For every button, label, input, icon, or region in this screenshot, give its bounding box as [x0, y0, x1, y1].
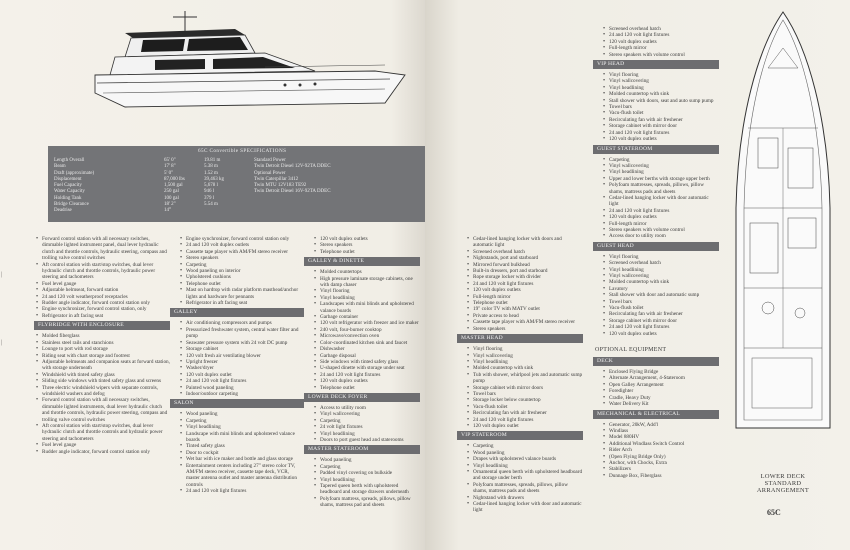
spec-value-metric: 5,678 l: [204, 183, 218, 189]
list-item: • Wet bar with ice maker and bottle and glass storage: [186, 456, 304, 462]
list-item: • Full-length mirror: [609, 45, 719, 51]
column-4: [461, 236, 583, 514]
list-item: • Wood paneling on interior: [186, 268, 304, 274]
spec-label: Water Capacity: [54, 189, 85, 195]
list-item: • Telephone outlet: [186, 281, 304, 287]
list-item: • 240 volt, four-burner cooktop: [320, 327, 420, 333]
list-item: • Carpeting: [609, 157, 719, 163]
list-item: • (Open Flying Bridge Only): [609, 454, 719, 460]
list-item: • Tinted safety glass: [186, 443, 304, 449]
list-item: • Polyfoam mattress, spreads, pillows, pillow shams, mattress pad and sheets: [320, 496, 420, 509]
list-item: • Vinyl headlining: [186, 424, 304, 430]
list-item: • Adjustable helmseat, forward station: [42, 287, 170, 293]
list-item: • 24 and 120 volt light fixtures: [609, 130, 719, 136]
list-item: • 120 volt fresh air ventilating blower: [186, 353, 304, 359]
right-page: [425, 0, 850, 550]
list-item: • Stereo speakers with volume control: [609, 52, 719, 58]
list-item: • Model 880HV: [609, 434, 719, 440]
list-item: • Vinyl wallcovering: [609, 78, 719, 84]
list-item: • Fuel level gauge: [42, 442, 170, 448]
section-header: LOWER DECK FOYER: [304, 393, 420, 402]
list-item: • 120 volt duplex outlet: [186, 372, 304, 378]
section-header: VIP STATEROOM: [457, 431, 583, 440]
section-header: GALLEY & DINETTE: [304, 257, 420, 266]
list-item: • Landscapes with mini blinds and upholstered valance boards: [320, 301, 420, 314]
feature-list: [34, 333, 170, 455]
list-item: • Molded countertop with sink: [609, 91, 719, 97]
feature-list: [178, 236, 304, 306]
list-item: • Vinyl headlining: [609, 85, 719, 91]
spec-value-imperial: 65' 0": [164, 158, 176, 163]
yacht-profile-illustration: [85, 5, 415, 130]
list-item: • Aft control station with start/stop switches, dual lever hydraulic clutch and throttle controls, hydraulic power steering and tachometers: [42, 262, 170, 281]
list-item: • 120 volt duplex outlets: [473, 287, 583, 293]
list-item: • Vinyl wallcovering: [320, 411, 420, 417]
list-item: • Carpeting: [320, 464, 420, 470]
list-item: • Access to utility room: [320, 405, 420, 411]
list-item: • 24 and 120 volt light fixtures: [609, 324, 719, 330]
spec-value-imperial: 1,500 gal: [164, 183, 183, 189]
list-item: • 120 volt duplex outlets: [609, 331, 719, 337]
list-item: • Vinyl flooring: [320, 288, 420, 294]
column-5: [595, 26, 719, 479]
list-item: • Storage cabinet: [186, 346, 304, 352]
spec-label: Length Overall: [54, 158, 85, 163]
optional-equipment-title: OPTIONAL EQUIPMENT: [595, 347, 667, 354]
list-item: • Forward control station with all necessary switches, dimmable lighted instrument panel, dual lever hydraulic clutch and throttle controls, hydraulic steering, compass and trolling valve control switches: [42, 236, 170, 262]
list-item: • Vinyl wallcovering: [609, 273, 719, 279]
list-item: • Storage cabinet with mirror door: [609, 123, 719, 129]
spec-power-row: Standard Power: [254, 158, 286, 163]
feature-list: [178, 411, 304, 494]
spec-value-metric: 39,463 kg: [204, 176, 224, 182]
list-item: • Vinyl headlining: [473, 359, 583, 365]
list-item: • High pressure laminate storage cabinets, one with damp chaser: [320, 276, 420, 289]
feature-list: [601, 26, 719, 58]
list-item: • Stereo speakers with volume control: [609, 227, 719, 233]
list-item: • Enclosed Flying Bridge: [609, 369, 719, 375]
spec-value-metric: 379 l: [204, 195, 215, 201]
list-item: • Nightstand with drawers: [473, 495, 583, 501]
list-item: • Vinyl flooring: [473, 346, 583, 352]
list-item: • Full-length mirror: [473, 294, 583, 300]
list-item: • 24 and 120 volt light fixtures: [609, 208, 719, 214]
list-item: • Open Galley Arrangement: [609, 382, 719, 388]
list-item: • Upholstered cushions: [186, 274, 304, 280]
feature-list: [601, 72, 719, 142]
list-item: • 24 and 120 volt light fixtures: [186, 488, 304, 494]
section-header: GUEST HEAD: [593, 242, 719, 251]
list-item: • Stall shower with door and automatic sump: [609, 292, 719, 298]
list-item: • Upper and lower berths with storage upper berth: [609, 176, 719, 182]
list-item: • Drapes with upholstered valance boards: [473, 456, 583, 462]
list-item: • Stereo speakers: [186, 255, 304, 261]
list-item: • 120 volt duplex outlets: [609, 136, 719, 142]
list-item: • Built-in dressers, port and starboard: [473, 268, 583, 274]
feature-list: [601, 369, 719, 407]
list-item: • Rudder angle indicator, forward control station only: [42, 300, 170, 306]
list-item: • 24 and 120 volt light fixtures: [473, 281, 583, 287]
list-item: • 24 and 120 volt light fixtures: [609, 32, 719, 38]
list-item: • Garbage container: [320, 314, 420, 320]
list-item: • Cedar-lined hanging locker with door and automatic light: [473, 501, 583, 514]
list-item: • Telephone outlet: [473, 300, 583, 306]
spec-value-imperial: 100 gal: [164, 195, 179, 201]
list-item: • Entertainment centers including 27" stereo color TV, AM/FM stereo receiver, cassette tape deck, VCR, master antenna outlet and master antenna distribution controls: [186, 463, 304, 489]
list-item: • 24 and 120 volt light fixtures: [473, 417, 583, 423]
list-item: • Rudder angle indicator, forward control station only: [42, 449, 170, 455]
list-item: • Stainless steel rails and stanchions: [42, 340, 170, 346]
list-item: • Vinyl headlining: [320, 295, 420, 301]
list-item: • Vinyl headlining: [473, 463, 583, 469]
spec-power-row: Twin Detroit Diesel 12V-92TA DDEC: [254, 164, 331, 170]
feature-list: [34, 236, 170, 319]
list-item: • Carpeting: [320, 418, 420, 424]
list-item: • Stabilizers: [609, 466, 719, 472]
spec-power-row: Optional Power: [254, 170, 286, 176]
list-item: • Molded fiberglass: [42, 333, 170, 339]
list-item: • Nightstands, port and starboard: [473, 255, 583, 261]
feature-list: [312, 236, 420, 255]
list-item: • Towel bars: [473, 391, 583, 397]
spec-value-metric: 1.52 m: [204, 170, 218, 176]
spec-left-table: [54, 158, 234, 215]
list-item: • Air conditioning compressors and pumps: [186, 320, 304, 326]
list-item: • Aft control station with start/stop switches, dual lever hydraulic clutch and throttle controls and hydraulic power steering and tachometers: [42, 423, 170, 442]
list-item: • 24 and 120 volt light fixtures: [186, 378, 304, 384]
list-item: • Additional Windlass Switch Control: [609, 441, 719, 447]
section-header: MECHANICAL & ELECTRICAL: [593, 410, 719, 419]
list-item: • Ornamental queen berth with upholstered headboard and storage under berth: [473, 469, 583, 482]
list-item: • Microwave/convection oven: [320, 333, 420, 339]
feature-list: [465, 236, 583, 332]
spec-label: Holding Tank: [54, 195, 82, 201]
list-item: • Dishwasher: [320, 346, 420, 352]
list-item: • Polyfoam mattresses, spreads, pillows, pillow shams, mattress pads and sheets: [609, 182, 719, 195]
specifications-panel: [48, 146, 425, 222]
feature-list: [601, 422, 719, 480]
list-item: • Fuel level gauge: [42, 281, 170, 287]
list-item: • Doors to port guest head and staterooms: [320, 437, 420, 443]
list-item: • Seawater pressure system with 24 volt DC pump: [186, 340, 304, 346]
page-edge-mark: |: [1, 340, 3, 346]
list-item: • Vacu-flush toilet: [609, 110, 719, 116]
list-item: • Rider Arch: [609, 447, 719, 453]
feature-list: [312, 405, 420, 443]
spec-value-imperial: 18' 2": [164, 202, 176, 208]
list-item: • Screened overhead hatch: [609, 26, 719, 32]
list-item: • Wood paneling: [320, 457, 420, 463]
section-header: MASTER HEAD: [457, 334, 583, 343]
list-item: • Storage cabinet with mirror doors: [473, 385, 583, 391]
list-item: • Landscape with mini blinds and upholstered valance boards: [186, 431, 304, 444]
list-item: • Recirculating fan with air freshener: [473, 410, 583, 416]
lower-deck-plan-drawing: [728, 8, 838, 448]
list-item: • Towel bars: [609, 104, 719, 110]
caption-line: ARRANGEMENT: [756, 487, 810, 495]
list-item: • Vinyl flooring: [609, 254, 719, 260]
list-item: • U-shaped dinette with storage under seat: [320, 365, 420, 371]
list-item: • Refrigerator in aft facing seat: [42, 313, 170, 319]
list-item: • Vacu-flush toilet: [609, 305, 719, 311]
list-item: • Color-coordinated kitchen sink and faucet: [320, 340, 420, 346]
list-item: • Towel bars: [609, 299, 719, 305]
list-item: • Engine synchronizer, forward control station, only: [42, 306, 170, 312]
list-item: • Carpeting: [473, 443, 583, 449]
spec-value-metric: 19.81 m: [204, 158, 221, 163]
list-item: • Refrigerator in aft facing seat: [186, 300, 304, 306]
specifications-title: 65C Convertible SPECIFICATIONS: [198, 148, 287, 154]
list-item: • Adjustable helmseats and companion seats at forward station, with storage underneath: [42, 359, 170, 372]
spec-value-imperial: 5' 0": [164, 170, 174, 176]
list-item: • Anchor, with Chocks, Extra: [609, 460, 719, 466]
drawing-caption: [743, 473, 823, 495]
feature-list: [465, 346, 583, 429]
spec-value-imperial: 250 gal: [164, 189, 179, 195]
spec-label: Draft (approximate): [54, 170, 95, 176]
list-item: • Storage locker below countertop: [473, 397, 583, 403]
list-item: • 120 volt duplex outlets: [609, 39, 719, 45]
list-item: • Mast on hardtop with radar platform masthead/anchor lights and hardware for pennants: [186, 287, 304, 300]
list-item: • Screened overhead hatch: [473, 249, 583, 255]
list-item: • Door to cockpit: [186, 450, 304, 456]
list-item: • Wood paneling: [473, 450, 583, 456]
list-item: • Mirrored forward bulkhead: [473, 262, 583, 268]
feature-list: [312, 457, 420, 508]
list-item: • Engine synchronizer, forward control station only: [186, 236, 304, 242]
list-item: • Three electric windshield wipers with separate controls, windshield washers and defog: [42, 385, 170, 398]
spec-label: Deadrise: [54, 208, 72, 214]
list-item: • Indoor/outdoor carpeting: [186, 391, 304, 397]
list-item: • Carpeting: [186, 418, 304, 424]
list-item: • Vinyl flooring: [609, 72, 719, 78]
column-1: [34, 236, 170, 455]
spec-value-metric: 5.38 m: [204, 164, 218, 170]
list-item: • Cassette tape player with AM/FM stereo receiver: [473, 319, 583, 325]
list-item: • Water Delivery Kit: [609, 401, 719, 407]
page-edge-mark: |: [1, 272, 3, 278]
list-item: • Pressurized freshwater system, central water filter and pump: [186, 327, 304, 340]
spec-label: Beam: [54, 164, 66, 170]
list-item: • Vinyl headlining: [609, 267, 719, 273]
column-2: [174, 236, 304, 495]
list-item: • Lounge to port with rod storage: [42, 346, 170, 352]
spec-label: Fuel Capacity: [54, 183, 82, 189]
list-item: • 19" color TV with MATV outlet: [473, 306, 583, 312]
list-item: • Vinyl wallcovering: [473, 353, 583, 359]
list-item: • Tub with shower, whirlpool jets and automatic sump pump: [473, 372, 583, 385]
list-item: • Recirculating fan with air freshener: [609, 311, 719, 317]
list-item: • Vinyl wallcovering: [609, 163, 719, 169]
spec-label: Displacement: [54, 176, 82, 182]
list-item: • Generator, 20kW, Add'l: [609, 422, 719, 428]
spec-value-imperial: 14°: [164, 208, 171, 214]
list-item: • Sliding side windows with tinted safety glass and screens: [42, 378, 170, 384]
list-item: • Painted wood paneling: [186, 385, 304, 391]
list-item: • Cedar-lined hanging locker with doors and automatic light: [473, 236, 583, 249]
list-item: • Alternate Arrangement, 4-Stateroom: [609, 375, 719, 381]
list-item: • Riding seat with chart storage and footrest: [42, 353, 170, 359]
spec-power-row: Twin MTU 12V183 TE92: [254, 183, 307, 189]
list-item: • Stall shower with doors, seat and auto sump pump: [609, 98, 719, 104]
list-item: • 24 and 120 volt weatherproof receptacles: [42, 294, 170, 300]
caption-line: STANDARD: [764, 480, 802, 488]
model-label: 65C: [767, 508, 781, 517]
spec-power-row: Twin Detroit Diesel 16V-92TA DDEC: [254, 189, 331, 195]
feature-list: [312, 269, 420, 391]
list-item: • Storage cabinet with mirror door: [609, 318, 719, 324]
list-item: • Stereo speakers: [320, 242, 420, 248]
feature-list: [601, 157, 719, 240]
list-item: • Wood paneling: [186, 411, 304, 417]
list-item: • 120 volt duplex outlets: [320, 378, 420, 384]
list-item: • Access door to utility room: [609, 233, 719, 239]
list-item: • Dunnage Box, Fiberglass: [609, 473, 719, 479]
list-item: • Forward control station with all necessary switches, dimmable lighted instruments, dual lever hydraulic clutch and throttle controls, hydraulic power steering, compass and trolling valve control switches: [42, 397, 170, 423]
section-header: DECK: [593, 357, 719, 366]
list-item: • Vinyl headlining: [320, 431, 420, 437]
spec-value-imperial: 17' 8": [164, 164, 176, 170]
section-header: VIP HEAD: [593, 60, 719, 69]
spec-power-row: Twin Caterpillar 3412: [254, 176, 299, 182]
list-item: • Lavatory: [609, 286, 719, 292]
section-header: GALLEY: [170, 308, 304, 317]
list-item: • Molded countertops: [320, 269, 420, 275]
spec-value-metric: 5.54 m: [204, 202, 218, 208]
list-item: • Vinyl headlining: [609, 169, 719, 175]
caption-line: LOWER DECK: [760, 473, 806, 480]
list-item: • 120 volt duplex outlets: [320, 236, 420, 242]
list-item: • Full-length mirror: [609, 221, 719, 227]
spec-label: Bridge Clearance: [54, 202, 89, 208]
list-item: • Side windows with tinted safety glass: [320, 359, 420, 365]
spec-right-table: [254, 158, 419, 196]
list-item: • Recirculating fan with air freshener: [609, 117, 719, 123]
list-item: • Molded countertop with sink: [609, 279, 719, 285]
list-item: • Cedar-lined hanging locker with door automatic light: [609, 195, 719, 208]
spec-value-imperial: 87,000 lbs: [164, 176, 185, 182]
list-item: • Upright freezer: [186, 359, 304, 365]
spec-row: [54, 208, 234, 214]
list-item: • Garbage disposal: [320, 353, 420, 359]
list-item: • 24 volt light fixtures: [320, 424, 420, 430]
section-header: SALON: [170, 399, 304, 408]
column-3: [308, 236, 420, 509]
list-item: • 120 volt duplex outlet: [473, 423, 583, 429]
list-item: • Molded countertop with sink: [473, 365, 583, 371]
list-item: • 120 volt refrigerator with freezer and ice maker: [320, 320, 420, 326]
list-item: • Stereo speakers: [473, 326, 583, 332]
section-header: GUEST STATEROOM: [593, 145, 719, 154]
feature-list: [465, 443, 583, 513]
list-item: • Foredighter: [609, 388, 719, 394]
list-item: • Vinyl headlining: [320, 477, 420, 483]
list-item: • Screened overhead hatch: [609, 260, 719, 266]
list-item: • Windshield with tinted safety glass: [42, 372, 170, 378]
list-item: • Windlass: [609, 428, 719, 434]
feature-list: [601, 254, 719, 337]
list-item: • Telephone outlet: [320, 385, 420, 391]
list-item: • 24 and 120 volt duplex outlets: [186, 242, 304, 248]
section-header: MASTER STATEROOM: [304, 445, 420, 454]
spec-value-metric: 946 l: [204, 189, 215, 195]
list-item: • Rope storage locker with divider: [473, 274, 583, 280]
list-item: • Vacu-flush toilet: [473, 404, 583, 410]
section-header: FLYBRIDGE WITH ENCLOSURE: [34, 321, 170, 330]
list-item: • Washer/dryer: [186, 365, 304, 371]
list-item: • Cassette tape player with AM/FM stereo receiver: [186, 249, 304, 255]
feature-list: [178, 320, 304, 397]
list-item: • Telephone outlet: [320, 249, 420, 255]
list-item: • 120 volt duplex outlets: [609, 214, 719, 220]
list-item: • Private access to head: [473, 313, 583, 319]
list-item: • Tapered queen berth with upholstered headboard and storage drawers underneath: [320, 483, 420, 496]
list-item: • 24 and 120 volt light fixtures: [320, 372, 420, 378]
list-item: • Padded vinyl covering on bulkside: [320, 470, 420, 476]
list-item: • Carpeting: [186, 262, 304, 268]
list-item: • Polyfoam mattresses, spreads, pillows, pillow shams, mattress pads and sheets: [473, 482, 583, 495]
list-item: • Cradle, Heavy Duty: [609, 395, 719, 401]
